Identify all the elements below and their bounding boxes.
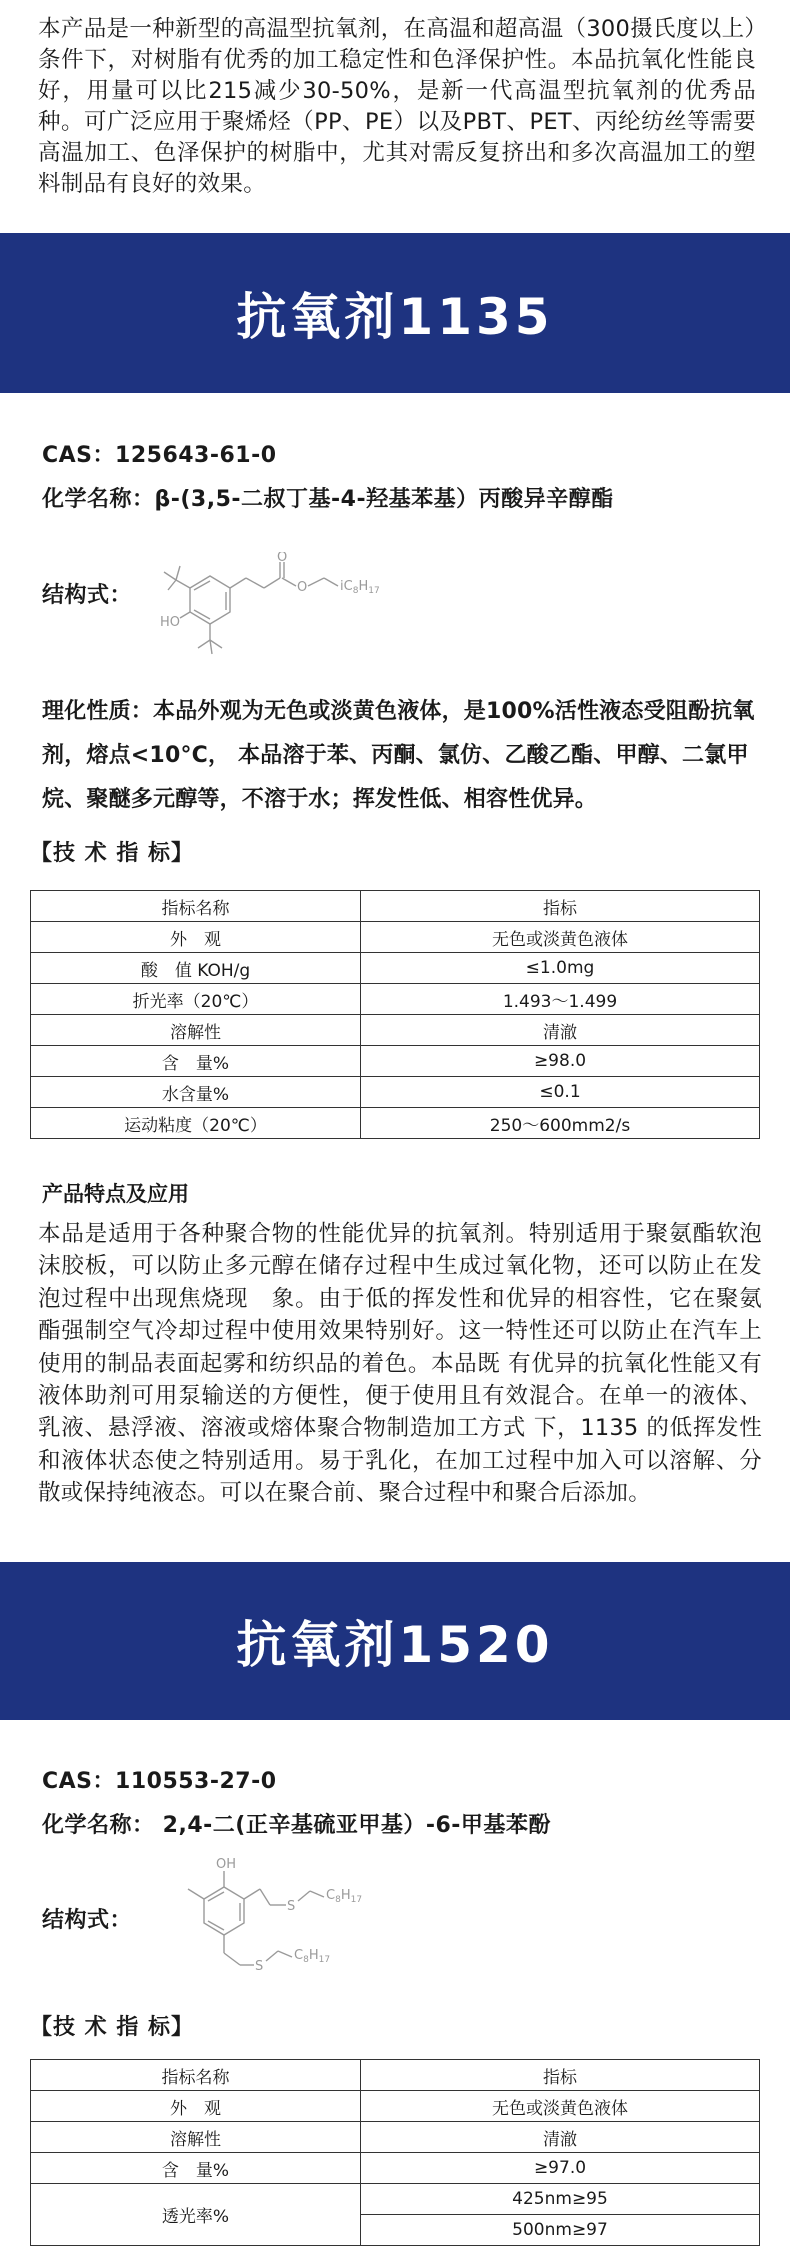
table-cell: 无色或淡黄色液体 — [361, 922, 760, 953]
table-cell: 溶解性 — [31, 1015, 361, 1046]
table-row — [31, 1108, 760, 1139]
table-cell: 无色或淡黄色液体 — [361, 2091, 760, 2122]
product1-features-title: 产品特点及应用 — [42, 1182, 189, 1206]
header-cell: 指标 — [361, 2060, 760, 2091]
table-cell: 250～600mm2/s — [361, 1108, 760, 1139]
table-cell: 外 观 — [31, 922, 361, 953]
table-cell: 含 量% — [31, 1046, 361, 1077]
product1-spec-table — [30, 890, 760, 1139]
table-cell: 水含量% — [31, 1077, 361, 1108]
product2-chemical-name: 化学名称： 2,4-二(正辛基硫亚甲基）-6-甲基苯酚 — [42, 1813, 551, 1838]
table-cell: 透光率% — [31, 2184, 361, 2246]
carbonyl-o-label: O — [277, 552, 288, 565]
header-cell: 指标名称 — [31, 891, 361, 922]
table-cell: ≥98.0 — [361, 1046, 760, 1077]
table-cell: 溶解性 — [31, 2122, 361, 2153]
table-header-row — [31, 891, 760, 922]
product1-spec-title: 【技 术 指 标】 — [30, 841, 194, 866]
product1-features-body: 本品是适用于各种聚合物的性能优异的抗氧剂。特别适用于聚氨酯软泡沫胶板，可以防止多元醇在储存过程中生成过氧化物，还可以防止在发泡过程中出现焦烧现 象。由于低的挥发性和优异的相容性，它在聚氨酯强制空气冷却过程中使用效果特别好。这一特性还可以防止在汽车上使用的制品表面起雾和纺织品的着色。本品既 有优异的抗氧化性能又有液体助剂可用泵输送的方便性，便于使用且有效混合。在单一的液体、乳液、悬浮液、溶液或熔体聚合物制造加工方式 下，1135 的低挥发性和液体状态使之特别适用。易于乳化，在加工过程中加入可以溶解、分散或保持纯液态。可以在聚合前、聚合过程中和聚合后添加。 — [38, 1221, 762, 1507]
table-row — [31, 2091, 760, 2122]
table-row — [31, 2184, 760, 2215]
table-row — [31, 953, 760, 984]
table-row — [31, 1077, 760, 1108]
product2-spec-table — [30, 2059, 760, 2246]
table-cell: 外 观 — [31, 2091, 361, 2122]
product1-properties: 理化性质：本品外观为无色或淡黄色液体，是100%活性液态受阻酚抗氧剂，熔点<10°C， 本品溶于苯、丙酮、氯仿、乙酸乙酯、甲醇、二氯甲烷、聚醚多元醇等，不溶于水；挥发性低、相容性优异。 — [42, 699, 755, 812]
oh-label: OH — [216, 1857, 237, 1872]
octyl1-label: $C_8H_{17}$ — [326, 1888, 363, 1905]
table-cell: ≤1.0mg — [361, 953, 760, 984]
isooctyl-label: $iC_8H_{17}$ — [340, 579, 380, 596]
table-header-row — [31, 2060, 760, 2091]
product2-title: 抗氧剂1520 — [236, 1616, 554, 1674]
product1-banner — [0, 233, 790, 393]
table-cell: 清澈 — [361, 1015, 760, 1046]
product2-banner — [0, 1562, 790, 1720]
product2-spec-title: 【技 术 指 标】 — [30, 2015, 194, 2040]
table-row — [31, 2153, 760, 2184]
table-cell: 1.493～1.499 — [361, 984, 760, 1015]
table-row — [31, 984, 760, 1015]
table-row — [31, 922, 760, 953]
product1-cas: CAS：125643-61-0 — [42, 443, 277, 468]
table-cell: 425nm≥95 — [361, 2184, 760, 2215]
intro-paragraph: 本产品是一种新型的高温型抗氧剂，在高温和超高温（300摄氏度以上）条件下，对树脂有优秀的加工稳定性和色泽保护性。本品抗氧化性能良好，用量可以比215减少30-50%，是新一代高温型抗氧剂的优秀品种。可广泛应用于聚烯烃（PP、PE）以及PBT、PET、丙纶纺丝等需要高温加工、色泽保护的树脂中，尤其对需反复挤出和多次高温加工的塑料制品有良好的效果。 — [38, 16, 756, 197]
table-cell: ≥97.0 — [361, 2153, 760, 2184]
table-cell: ≤0.1 — [361, 1077, 760, 1108]
header-cell: 指标 — [361, 891, 760, 922]
product1-structure-label: 结构式： — [42, 583, 133, 608]
ester-o-label: O — [297, 580, 308, 595]
product1-structure-diagram — [150, 552, 420, 672]
table-row — [31, 1015, 760, 1046]
table-row — [31, 1046, 760, 1077]
table-cell: 折光率（20℃） — [31, 984, 361, 1015]
ho-label: HO — [160, 615, 181, 630]
sulfur2-label: S — [255, 1959, 264, 1974]
product2-cas: CAS：110553-27-0 — [42, 1769, 277, 1794]
table-cell: 含 量% — [31, 2153, 361, 2184]
octyl2-label: $C_8H_{17}$ — [294, 1948, 331, 1965]
product2-structure-diagram — [160, 1855, 400, 1995]
table-cell: 酸 值 KOH/g — [31, 953, 361, 984]
product2-structure-label: 结构式： — [42, 1908, 133, 1933]
table-cell: 清澈 — [361, 2122, 760, 2153]
sulfur1-label: S — [287, 1899, 296, 1914]
table-cell: 500nm≥97 — [361, 2215, 760, 2246]
product1-title: 抗氧剂1135 — [236, 288, 554, 346]
header-cell: 指标名称 — [31, 2060, 361, 2091]
table-row — [31, 2122, 760, 2153]
product1-chemical-name: 化学名称：β-(3,5-二叔丁基-4-羟基苯基）丙酸异辛醇酯 — [42, 487, 614, 512]
table-cell: 运动粘度（20℃） — [31, 1108, 361, 1139]
